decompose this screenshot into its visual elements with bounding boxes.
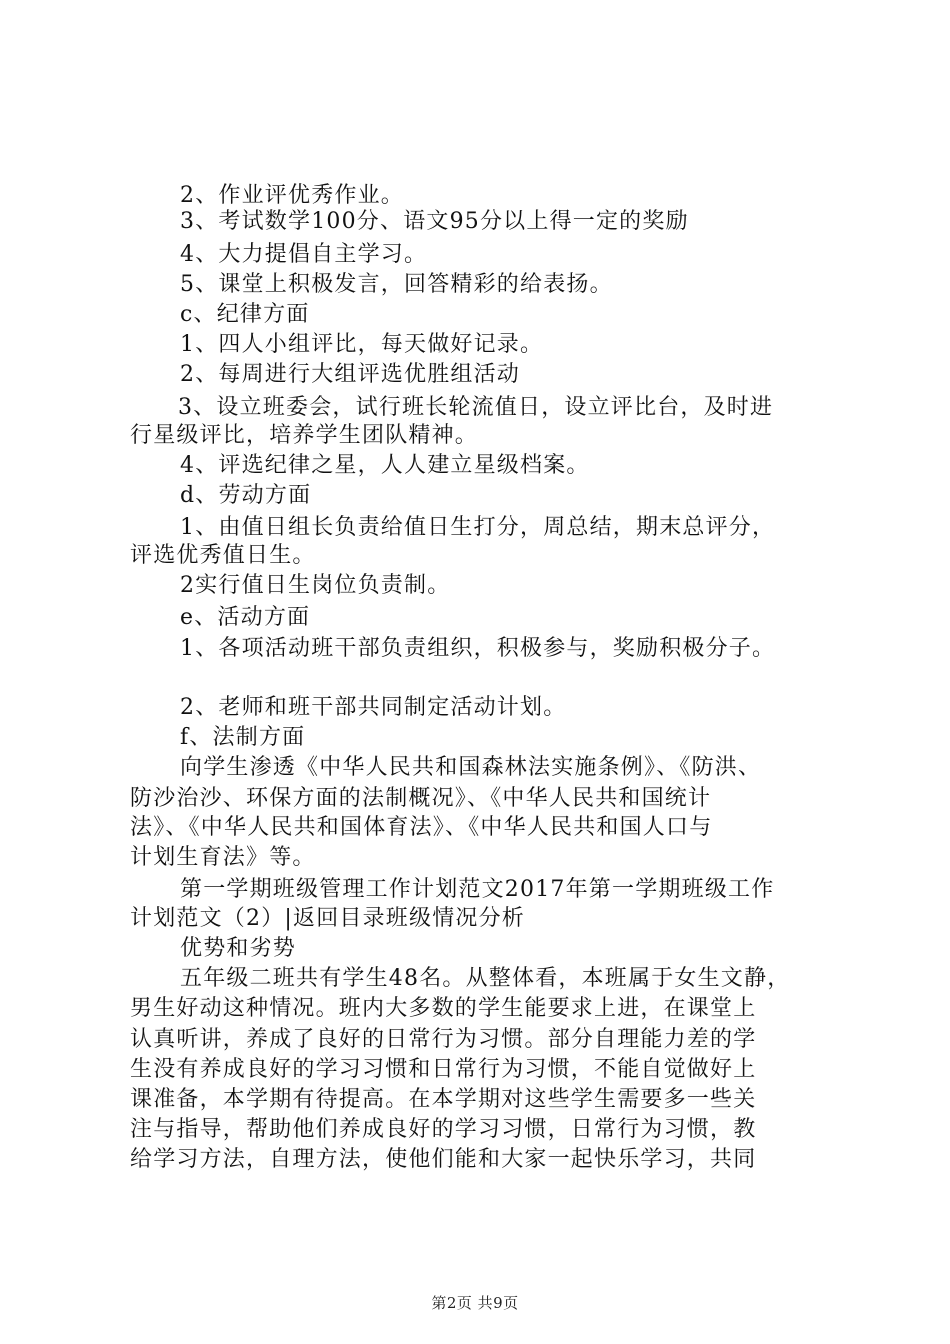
text-line: 4、评选纪律之星，人人建立星级档案。 bbox=[180, 453, 590, 478]
text-line: 给学习方法，自理方法，使他们能和大家一起快乐学习，共同 bbox=[130, 1147, 757, 1172]
text-line: 课准备，本学期有待提高。在本学期对这些学生需要多一些关 bbox=[130, 1087, 757, 1112]
text-line: 1、由值日组长负责给值日生打分，周总结，期末总评分， bbox=[180, 515, 776, 540]
text-line: 优势和劣势 bbox=[180, 936, 297, 961]
text-line: 五年级二班共有学生48名。从整体看，本班属于女生文静， bbox=[180, 966, 791, 991]
text-line: 2、作业评优秀作业。 bbox=[180, 183, 404, 208]
text-line: 评选优秀值日生。 bbox=[130, 543, 316, 568]
text-line: 2、老师和班干部共同制定活动计划。 bbox=[180, 695, 567, 720]
section-heading: c、纪律方面 bbox=[180, 302, 310, 327]
text-line: 计划生育法》等。 bbox=[130, 845, 316, 870]
text-line: 2实行值日生岗位负责制。 bbox=[180, 573, 451, 598]
text-line: 3、考试数学100分、语文95分以上得一定的奖励 bbox=[180, 209, 689, 234]
section-heading: f、法制方面 bbox=[180, 725, 306, 750]
text-line: 3、设立班委会，试行班长轮流值日，设立评比台，及时进 bbox=[178, 395, 774, 420]
text-line: 防沙治沙、环保方面的法制概况》、《中华人民共和国统计 bbox=[130, 786, 712, 811]
text-line: 1、各项活动班干部负责组织，积极参与，奖励积极分子。 bbox=[180, 636, 776, 661]
text-line: 法》、《中华人民共和国体育法》、《中华人民共和国人口与 bbox=[130, 815, 713, 840]
text-line: 生没有养成良好的学习习惯和日常行为习惯，不能自觉做好上 bbox=[130, 1057, 757, 1082]
text-line: 4、大力提倡自主学习。 bbox=[180, 242, 428, 267]
text-line: 1、四人小组评比，每天做好记录。 bbox=[180, 332, 544, 357]
text-line: 男生好动这种情况。班内大多数的学生能要求上进，在课堂上 bbox=[130, 996, 757, 1021]
section-heading: d、劳动方面 bbox=[180, 483, 312, 508]
text-line: 认真听讲，养成了良好的日常行为习惯。部分自理能力差的学 bbox=[130, 1027, 757, 1052]
text-line: 向学生渗透《中华人民共和国森林法实施条例》、《防洪、 bbox=[180, 755, 762, 780]
text-line: 注与指导，帮助他们养成良好的学习习惯，日常行为习惯，教 bbox=[130, 1117, 757, 1142]
text-line: 2、每周进行大组评选优胜组活动 bbox=[180, 362, 520, 387]
text-line: 第一学期班级管理工作计划范文2017年第一学期班级工作 bbox=[180, 877, 775, 902]
text-line: 5、课堂上积极发言，回答精彩的给表扬。 bbox=[180, 272, 613, 297]
section-heading: e、活动方面 bbox=[180, 605, 311, 630]
text-line: 计划范文（2）|返回目录班级情况分析 bbox=[130, 906, 526, 931]
text-line: 行星级评比，培养学生团队精神。 bbox=[130, 423, 479, 448]
page-number-footer: 第2页 共9页 bbox=[431, 1294, 519, 1312]
